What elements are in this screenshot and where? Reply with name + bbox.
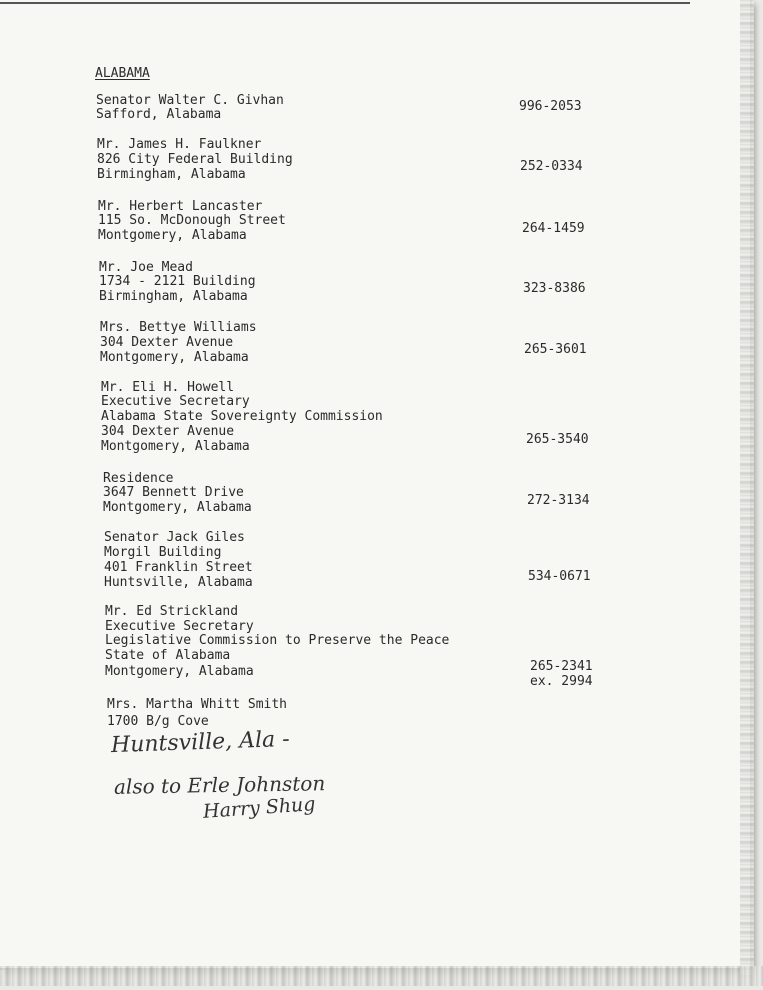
contact-line: Senator Walter C. Givhan: [96, 93, 284, 108]
phone-number: 252-0334: [520, 159, 583, 174]
contact-line: Montgomery, Alabama: [105, 664, 254, 679]
contact-line: 115 So. McDonough Street: [98, 213, 286, 228]
contact-line: Montgomery, Alabama: [98, 228, 247, 243]
contact-line: Huntsville, Alabama: [104, 575, 253, 590]
handwritten-signature: Harry Shug: [202, 793, 317, 823]
contact-line: Birmingham, Alabama: [99, 289, 248, 304]
contact-line: Senator Jack Giles: [104, 530, 245, 545]
phone-number: 534-0671: [528, 569, 591, 584]
phone-number: 265-3540: [526, 432, 589, 447]
contact-line: 3647 Bennett Drive: [103, 485, 244, 500]
handwritten-note: Huntsville, Ala -: [110, 726, 291, 759]
state-heading: ALABAMA: [95, 66, 150, 81]
contact-line: Mrs. Martha Whitt Smith: [107, 697, 288, 712]
contact-line: 304 Dexter Avenue: [100, 335, 234, 350]
contact-line: Mr. Eli H. Howell: [101, 380, 235, 395]
phone-extension: ex. 2994: [530, 674, 593, 689]
contact-line: Residence: [103, 471, 174, 486]
contact-line: Birmingham, Alabama: [97, 167, 246, 182]
contact-line: Morgil Building: [104, 545, 222, 560]
contact-line: 826 City Federal Building: [97, 152, 293, 167]
phone-number: 996-2053: [519, 99, 582, 114]
contact-line: Montgomery, Alabama: [100, 350, 249, 365]
top-scan-edge: [0, 2, 690, 4]
phone-number: 272-3134: [527, 493, 590, 508]
bottom-scan-edge: [0, 966, 763, 986]
contact-line: Safford, Alabama: [96, 107, 222, 122]
contact-line: State of Alabama: [105, 648, 231, 663]
phone-number: 264-1459: [522, 221, 585, 236]
contact-line: 401 Franklin Street: [104, 560, 253, 575]
phone-number: 323-8386: [523, 281, 586, 296]
contact-line: Montgomery, Alabama: [103, 500, 252, 515]
right-scan-edge: [740, 0, 754, 975]
contact-line: Mr. Joe Mead: [99, 260, 193, 275]
contact-line: Legislative Commission to Preserve the Peace: [105, 633, 450, 648]
phone-number: 265-3601: [524, 342, 587, 357]
contact-line: Executive Secretary: [101, 394, 250, 409]
contact-line: 1700 B/g Cove: [107, 714, 209, 729]
phone-number: 265-2341: [530, 659, 593, 674]
contact-line: 1734 - 2121 Building: [99, 274, 256, 289]
contact-line: Mr. Ed Strickland: [105, 604, 239, 619]
contact-line: Mr. Herbert Lancaster: [98, 199, 263, 214]
contact-line: Executive Secretary: [105, 619, 254, 634]
contact-line: Mr. James H. Faulkner: [97, 137, 262, 152]
contact-line: Alabama State Sovereignty Commission: [101, 409, 383, 424]
handwritten-note: also to Erle Johnston: [113, 771, 326, 799]
contact-line: Mrs. Bettye Williams: [100, 320, 257, 335]
contact-line: Montgomery, Alabama: [101, 439, 250, 454]
contact-line: 304 Dexter Avenue: [101, 424, 235, 439]
